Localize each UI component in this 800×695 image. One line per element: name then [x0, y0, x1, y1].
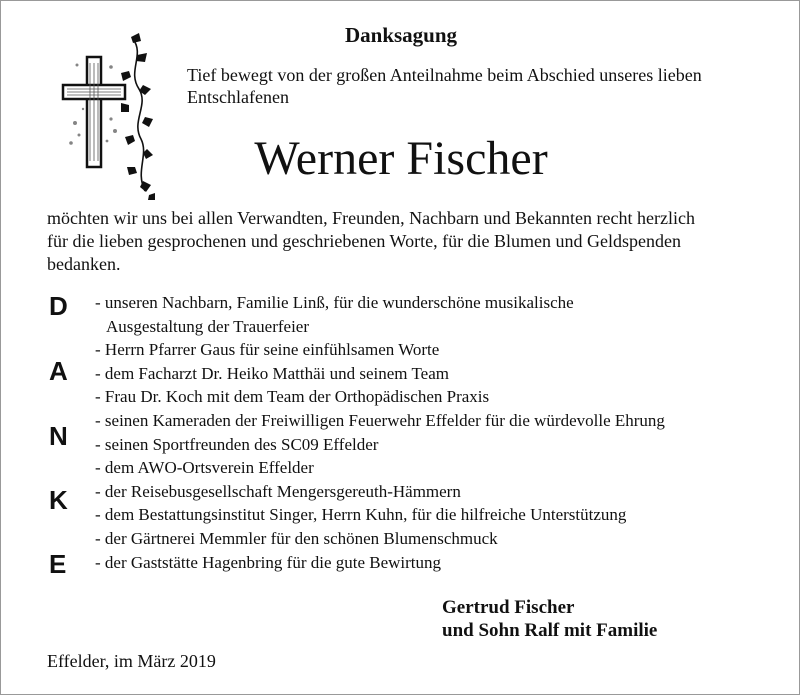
- body-line: für die lieben gesprochenen und geschriebenen Worte, für die Blumen und Geldspenden: [47, 231, 682, 251]
- danke-letter: D: [49, 291, 68, 321]
- list-item: - seinen Kameraden der Freiwilligen Feuerwehr Effelder für die würdevolle Ehrung: [95, 410, 665, 430]
- danke-letter: K: [49, 485, 68, 515]
- list-item: - dem AWO-Ortsverein Effelder: [95, 458, 314, 478]
- body-text: [47, 207, 787, 276]
- list-item: - der Reisebusgesellschaft Mengersgereuth-Hämmern: [95, 481, 461, 501]
- heading: Danksagung: [344, 23, 458, 47]
- danke-letter: N: [49, 421, 68, 451]
- thanks-list: [95, 291, 775, 574]
- signature: [442, 596, 657, 642]
- intro-text: [187, 64, 747, 108]
- list-item: - dem Facharzt Dr. Heiko Matthäi und seinem Team: [95, 363, 449, 383]
- signature-line: Gertrud Fischer: [442, 597, 575, 618]
- body-line: bedanken.: [47, 254, 121, 274]
- list-item: - der Gärtnerei Memmler für den schönen Blumenschmuck: [95, 528, 498, 548]
- list-item: - Frau Dr. Koch mit dem Team der Orthopädischen Praxis: [95, 387, 490, 407]
- intro-line: Entschlafenen: [187, 87, 289, 107]
- intro-line: Tief bewegt von der großen Anteilnahme beim Abschied unseres lieben: [187, 65, 702, 85]
- list-item: - dem Bestattungsinstitut Singer, Herrn Kuhn, für die hilfreiche Unterstützung: [95, 505, 627, 525]
- place-date: Effelder, im März 2019: [47, 651, 216, 671]
- list-item: - Herrn Pfarrer Gaus für seine einfühlsamen Worte: [95, 340, 440, 360]
- list-item: - der Gaststätte Hagenbring für die gute Bewirtung: [95, 552, 442, 572]
- signature-line: und Sohn Ralf mit Familie: [442, 620, 658, 641]
- list-item: - seinen Sportfreunden des SC09 Effelder: [95, 434, 379, 454]
- list-item: - unseren Nachbarn, Familie Linß, für die wunderschöne musikalische: [95, 293, 574, 312]
- danke-letter: A: [49, 356, 68, 386]
- body-line: möchten wir uns bei allen Verwandten, Freunden, Nachbarn und Bekannten recht herzlich: [47, 208, 695, 228]
- deceased-name: Werner Fischer: [254, 132, 548, 185]
- list-item: Ausgestaltung der Trauerfeier: [106, 316, 310, 336]
- danke-letter: E: [49, 549, 67, 579]
